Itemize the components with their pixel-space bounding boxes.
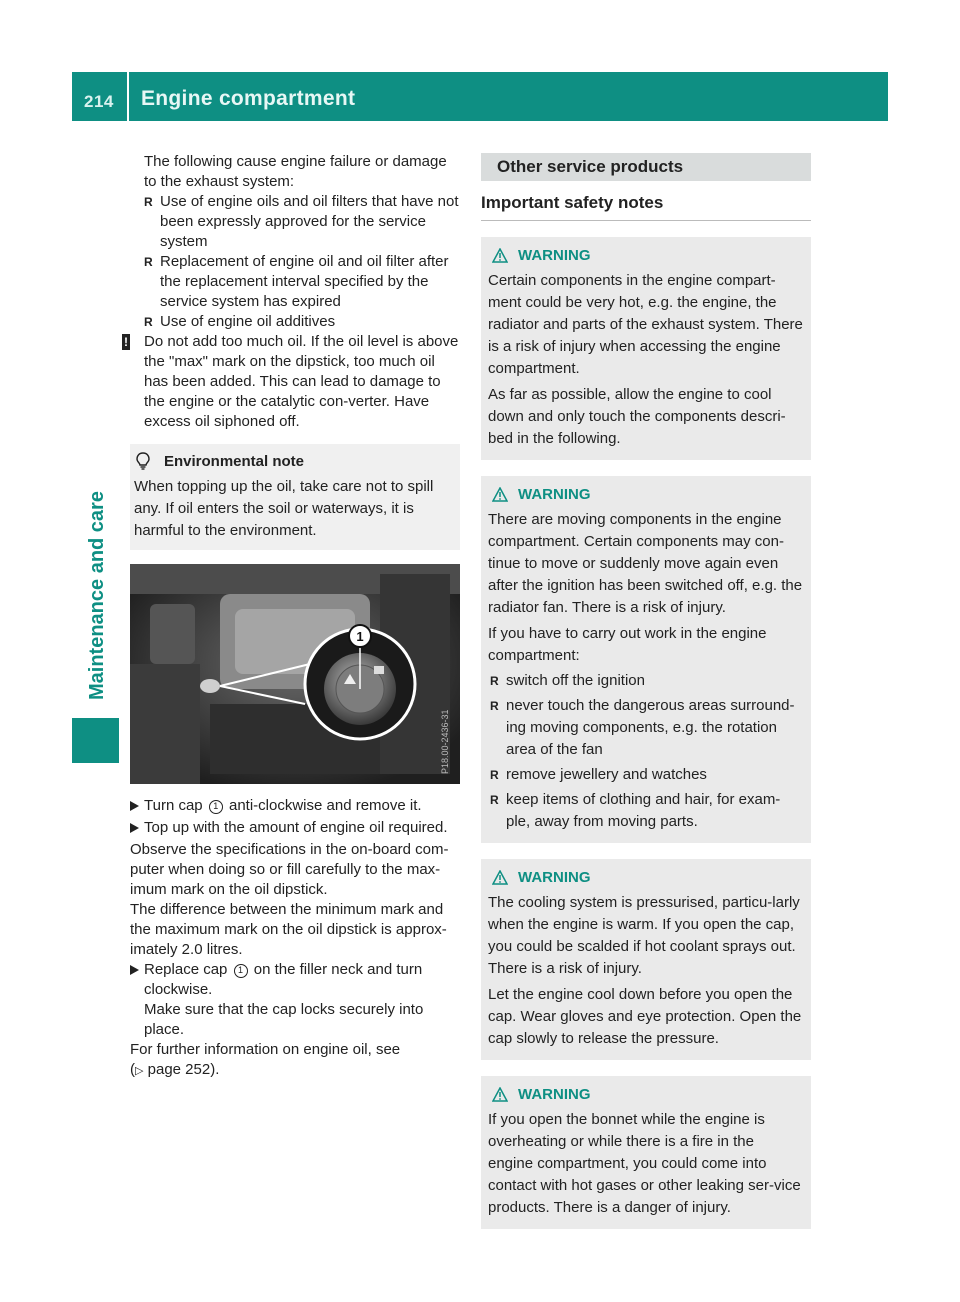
further-info: For further information on engine oil, see	[130, 1041, 401, 1058]
warning-label: WARNING	[518, 247, 591, 264]
right-column	[481, 153, 811, 1229]
list-item: R never touch the dangerous areas surround-ing moving components, e.g. the rotation area of the fan	[488, 695, 803, 761]
warning-box	[481, 237, 811, 460]
step-item	[130, 960, 460, 1000]
warning-text: Certain components in the engine compart-ment could be very hot, e.g. the engine, the radiator and parts of the exhaust system. There is a risk of injury when accessing the engine compartment.	[488, 272, 803, 377]
warning-text: The cooling system is pressurised, particu-larly when the engine is warm. If you open the cap, you could be scalded if hot coolant sprays out. There is a risk of injury.	[488, 894, 800, 977]
warning-box	[481, 1076, 811, 1229]
warning-heading	[488, 869, 803, 886]
warning-text: As far as possible, allow the engine to cool down and only touch the components descri-bed in the following.	[488, 386, 786, 447]
arrow-right-icon	[130, 823, 139, 833]
step-text: Top up with the amount of engine oil required.	[144, 819, 448, 836]
warning-icon	[492, 1087, 508, 1102]
warning-icon	[492, 870, 508, 885]
warning-label: WARNING	[518, 486, 591, 503]
paragraph: Observe the specifications in the on-board com-puter when doing so or fill carefully to the max-imum mark on the oil dipstick.	[130, 841, 449, 898]
warning-icon	[492, 487, 508, 502]
warning-label: WARNING	[518, 869, 591, 886]
environmental-note-text: When topping up the oil, take care not to spill any. If oil enters the soil or waterways, it is harmful to the environment.	[134, 478, 434, 539]
warning-text: Let the engine cool down before you open the cap. Wear gloves and eye protection. Open the cap slowly to release the pressure.	[488, 986, 802, 1047]
page-number: 214	[84, 92, 114, 111]
step-text: anti-clockwise and remove it.	[228, 797, 422, 814]
warning-box	[481, 476, 811, 843]
side-tab-marker	[72, 718, 119, 763]
warning-label: WARNING	[518, 1086, 591, 1103]
warning-text: If you open the bonnet while the engine is overheating or while there is a fire in the engine compartment, you could come into contact with hot gases or other leaking ser-vice products. There is a danger of injury.	[488, 1111, 801, 1216]
page-header	[72, 72, 888, 121]
side-tab-label: Maintenance and care	[86, 491, 108, 700]
list-item: R switch off the ignition	[488, 670, 803, 692]
step-item	[130, 818, 460, 838]
step-text: Turn cap	[144, 797, 203, 814]
warning-text: There are moving components in the engine compartment. Certain components may con-tinue to move or suddenly move again even after the ignition has been switched off, e.g. the radiator fan. There is a risk of injury.	[488, 511, 803, 616]
step-note: Make sure that the cap locks securely into place.	[144, 1001, 424, 1038]
list-item: R Use of engine oil additives	[130, 312, 460, 332]
header-divider	[127, 72, 129, 121]
paragraph: The difference between the minimum mark and the maximum mark on the oil dipstick is approx-imately 2.0 litres.	[130, 901, 447, 958]
step-text: Replace cap	[144, 961, 228, 978]
step-text: on the filler neck and turn clockwise.	[144, 961, 423, 998]
subsection-title: Important safety notes	[481, 193, 811, 221]
warning-heading	[488, 247, 803, 264]
warning-heading	[488, 1086, 803, 1103]
callout-ref: 1	[209, 800, 223, 814]
warning-heading	[488, 486, 803, 503]
environmental-note	[130, 444, 460, 550]
left-column	[124, 152, 460, 1081]
arrow-right-icon	[130, 801, 139, 811]
section-title: Other service products	[481, 153, 811, 181]
environmental-note-heading	[134, 452, 452, 470]
warning-text: If you have to carry out work in the engine compartment:	[488, 625, 767, 664]
list-item: R Replacement of engine oil and oil filter after the replacement interval specified by the service system has expired	[130, 252, 460, 312]
step-item	[130, 796, 460, 816]
environmental-note-title: Environmental note	[164, 452, 305, 470]
caution-note	[116, 332, 460, 432]
list-item: R keep items of clothing and hair, for exam-ple, away from moving parts.	[488, 789, 803, 833]
callout-ref: 1	[234, 964, 248, 978]
list-item: R Use of engine oils and oil filters that have not been expressly approved for the service system	[130, 192, 460, 252]
triangle-right-icon: ▷	[135, 1065, 144, 1077]
page-title: Engine compartment	[141, 87, 356, 110]
engine-photo	[130, 564, 460, 784]
photo-code: P18.00-2436-31	[440, 709, 450, 774]
list-item: R remove jewellery and watches	[488, 764, 803, 786]
engine-illustration	[130, 564, 460, 784]
arrow-right-icon	[130, 965, 139, 975]
caution-text: Do not add too much oil. If the oil level is above the "max" mark on the dipstick, too much oil has been added. This can lead to damage to the engine or the catalytic con-verter. Have excess oil siphoned off.	[144, 333, 459, 430]
warning-box	[481, 859, 811, 1060]
exclamation-icon: !	[124, 335, 128, 349]
page-reference[interactable]: (▷ page 252).	[130, 1061, 220, 1078]
callout-number: 1	[356, 629, 364, 644]
lightbulb-icon	[136, 452, 150, 470]
warning-icon	[492, 248, 508, 263]
intro-text: The following cause engine failure or damage to the exhaust system:	[144, 153, 447, 190]
